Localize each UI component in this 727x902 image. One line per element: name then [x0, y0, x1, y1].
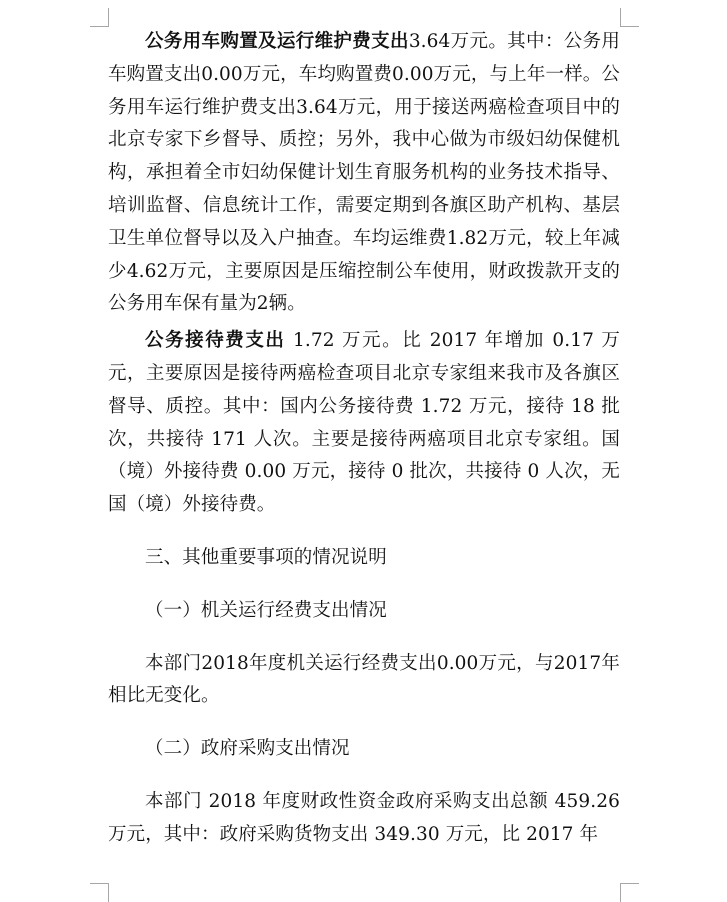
subsection-heading-procurement: （二）政府采购支出情况 — [145, 738, 350, 760]
operating-expenses-paragraph: 本部门2018年度机关运行经费支出0.00万元，与2017年相比无变化。 — [108, 652, 620, 707]
vehicle-expense-paragraph — [108, 26, 620, 321]
document-body — [108, 26, 620, 852]
crop-mark-top-right — [620, 8, 639, 27]
procurement-paragraph: 本部门 2018 年度财政性资金政府采购支出总额 459.26 万元，其中：政府采购货物支出 349.30 万元，比 2017 年 — [108, 790, 620, 845]
crop-mark-top-left — [90, 8, 109, 27]
subsection-heading-operating-expenses: （一）机关运行经费支出情况 — [145, 599, 387, 621]
reception-expense-heading: 公务接待费支出 — [145, 330, 286, 352]
reception-expense-text: 1.72 万元。比 2017 年增加 0.17 万元，主要原因是接待两癌检查项目北京专家组来我市及各旗区督导、质控。其中：国内公务接待费 1.72 万元，接待 18 批次，共接待 171 人次。主要是接待两癌项目北京专家组。国（境）外接待费 0.00 万元，接待 0 批次，共接待 0 人次，无国（境）外接待费。 — [108, 330, 620, 516]
vehicle-expense-heading: 公务用车购置及运行维护费支出 — [145, 31, 409, 52]
crop-mark-bottom-right — [620, 883, 639, 902]
crop-mark-bottom-left — [90, 883, 109, 902]
section-heading-other-matters: 三、其他重要事项的情况说明 — [145, 546, 387, 568]
vehicle-expense-text: 3.64万元。其中：公务用车购置支出0.00万元，车均购置费0.00万元，与上年一样。公务用车运行维护费支出3.64万元，用于接送两癌检查项目中的北京专家下乡督导、质控；另外，我中心做为市级妇幼保健机构，承担着全市妇幼保健计划生育服务机构的业务技术指导、培训监督、信息统计工作，需要定期到各旗区助产机构、基层卫生单位督导以及入户抽查。车均运维费1.82万元，较上年减少4.62万元，主要原因是压缩控制公车使用，财政拨款开支的公务用车保有量为2辆。 — [108, 31, 620, 315]
reception-expense-paragraph — [108, 325, 620, 522]
